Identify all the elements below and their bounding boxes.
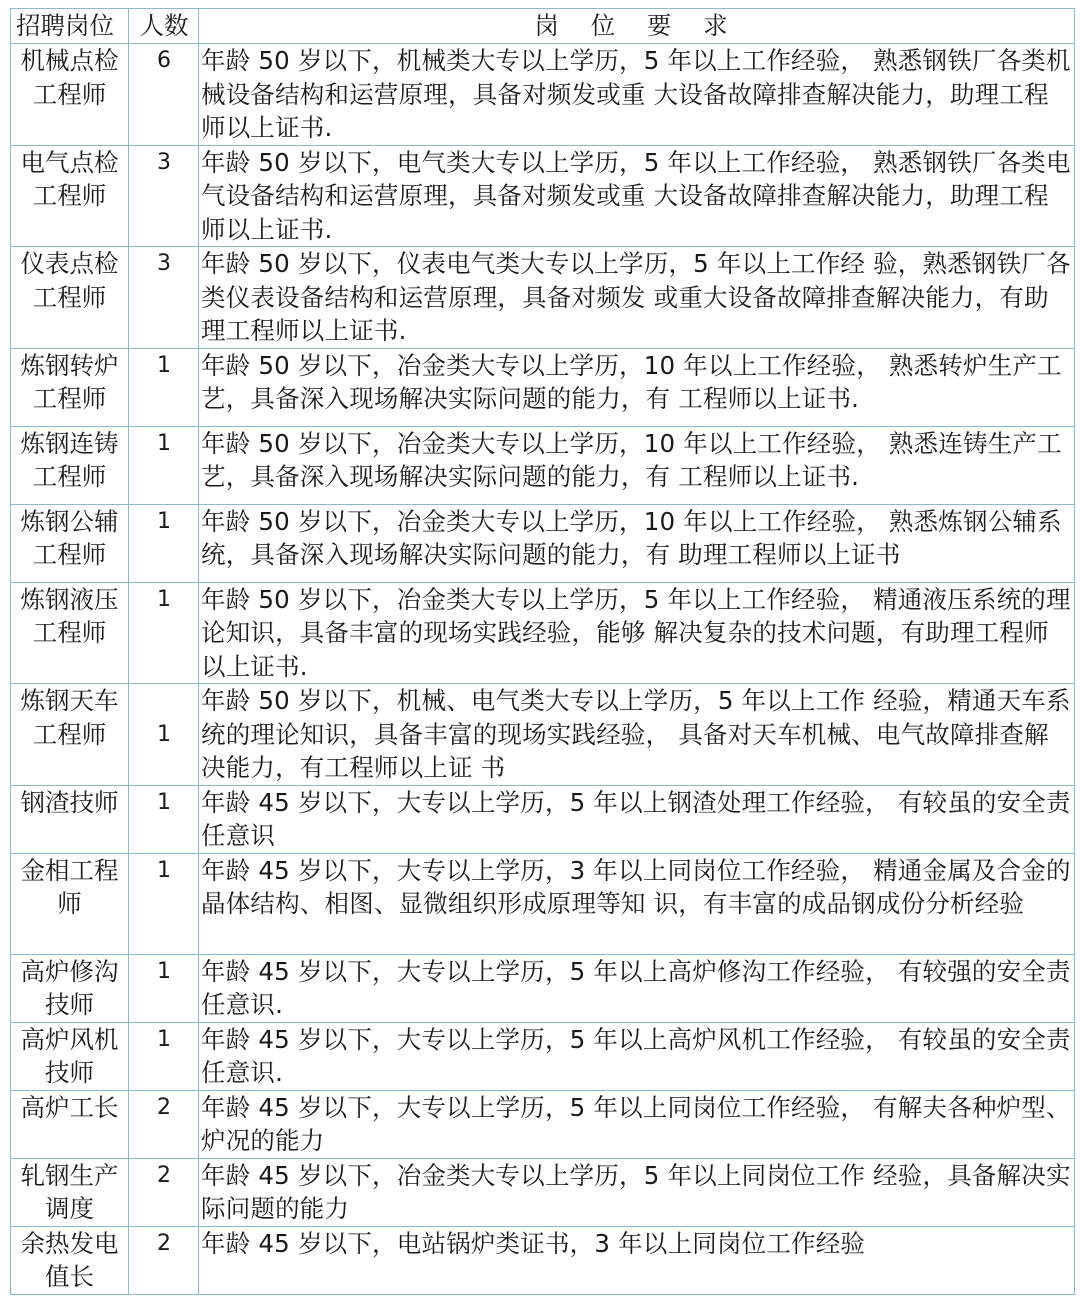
count-cell: 2 [129, 1090, 199, 1158]
position-cell: 炼钢连铸工程师 [11, 426, 129, 504]
position-cell: 高炉修沟技师 [11, 954, 129, 1022]
table-row [11, 582, 1075, 684]
position-cell: 炼钢液压工程师 [11, 582, 129, 684]
table-row [11, 1022, 1075, 1090]
requirements-cell: 年龄 50 岁以下，冶金类大专以上学历，10 年以上工作经验， 熟悉连铸生产工艺，具备深入现场解决实际问题的能力，有 工程师以上证书. [199, 426, 1075, 504]
table-row [11, 504, 1075, 582]
position-cell: 炼钢天车工程师 [11, 684, 129, 786]
table-row [11, 145, 1075, 247]
requirements-cell: 年龄 50 岁以下，机械、电气类大专以上学历，5 年以上工作 经验，精通天车系统的理论知识，具备丰富的现场实践经验， 具备对天车机械、电气故障排查解决能力，有工程师以上证 书 [199, 684, 1075, 786]
table-row [11, 1226, 1075, 1294]
table-row [11, 785, 1075, 853]
header-count: 人数 [129, 9, 199, 44]
table-row [11, 247, 1075, 349]
header-requirements: 岗 位 要 求 [199, 9, 1075, 44]
table-row [11, 853, 1075, 954]
requirements-cell: 年龄 50 岁以下，电气类大专以上学历，5 年以上工作经验， 熟悉钢铁厂各类电气设备结构和运营原理，具备对频发或重 大设备故障排查解决能力，助理工程师以上证书. [199, 145, 1075, 247]
count-cell: 1 [129, 582, 199, 684]
table-row [11, 954, 1075, 1022]
table-row [11, 44, 1075, 146]
position-cell: 高炉工长 [11, 1090, 129, 1158]
count-cell: 2 [129, 1158, 199, 1226]
count-cell: 1 [129, 684, 199, 786]
requirements-cell: 年龄 45 岁以下，大专以上学历，5 年以上高炉风机工作经验， 有较虽的安全责任意识. [199, 1022, 1075, 1090]
count-cell: 1 [129, 785, 199, 853]
count-cell: 2 [129, 1226, 199, 1294]
table-header-row [11, 9, 1075, 44]
requirements-cell: 年龄 45 岁以下，大专以上学历，5 年以上高炉修沟工作经验， 有较强的安全责任意识. [199, 954, 1075, 1022]
count-cell: 3 [129, 145, 199, 247]
recruitment-table [10, 8, 1075, 1295]
position-cell: 高炉风机技师 [11, 1022, 129, 1090]
position-cell: 金相工程师 [11, 853, 129, 954]
requirements-cell: 年龄 50 岁以下，冶金类大专以上学历，10 年以上工作经验， 熟悉转炉生产工艺，具备深入现场解决实际问题的能力，有 工程师以上证书. [199, 348, 1075, 426]
position-cell: 钢渣技师 [11, 785, 129, 853]
count-cell: 1 [129, 1022, 199, 1090]
requirements-cell: 年龄 45 岁以下，大专以上学历，5 年以上同岗位工作经验， 有解夫各种炉型、炉况的能力 [199, 1090, 1075, 1158]
count-cell: 6 [129, 44, 199, 146]
requirements-cell: 年龄 50 岁以下，冶金类大专以上学历，5 年以上工作经验， 精通液压系统的理论知识，具备丰富的现场实践经验，能够 解决复杂的技术问题，有助理工程师以上证书. [199, 582, 1075, 684]
table-row [11, 1158, 1075, 1226]
requirements-cell: 年龄 50 岁以下，冶金类大专以上学历，10 年以上工作经验， 熟悉炼钢公辅系统，具备深入现场解决实际问题的能力，有 助理工程师以上证书 [199, 504, 1075, 582]
table-row [11, 684, 1075, 786]
count-cell: 1 [129, 426, 199, 504]
position-cell: 轧钢生产调度 [11, 1158, 129, 1226]
position-cell: 炼钢转炉工程师 [11, 348, 129, 426]
requirements-cell: 年龄 45 岁以下，大专以上学历，3 年以上同岗位工作经验， 精通金属及合金的晶体结构、相图、显微组织形成原理等知 识，有丰富的成品钢成份分析经验 [199, 853, 1075, 954]
position-cell: 炼钢公辅工程师 [11, 504, 129, 582]
count-cell: 1 [129, 348, 199, 426]
position-cell: 仪表点检工程师 [11, 247, 129, 349]
requirements-cell: 年龄 45 岁以下，大专以上学历，5 年以上钢渣处理工作经验， 有较虽的安全责任意识 [199, 785, 1075, 853]
position-cell: 余热发电值长 [11, 1226, 129, 1294]
count-cell: 1 [129, 954, 199, 1022]
count-cell: 1 [129, 504, 199, 582]
header-position: 招聘岗位 [11, 9, 129, 44]
requirements-cell: 年龄 45 岁以下，电站锅炉类证书，3 年以上同岗位工作经验 [199, 1226, 1075, 1294]
requirements-cell: 年龄 50 岁以下，机械类大专以上学历，5 年以上工作经验， 熟悉钢铁厂各类机械设备结构和运营原理，具备对频发或重 大设备故障排查解决能力，助理工程师以上证书. [199, 44, 1075, 146]
count-cell: 3 [129, 247, 199, 349]
table-row [11, 348, 1075, 426]
count-cell: 1 [129, 853, 199, 954]
table-row [11, 1090, 1075, 1158]
requirements-cell: 年龄 45 岁以下，冶金类大专以上学历，5 年以上同岗位工作 经验，具备解决实际问题的能力 [199, 1158, 1075, 1226]
requirements-cell: 年龄 50 岁以下，仪表电气类大专以上学历，5 年以上工作经 验，熟悉钢铁厂各类仪表设备结构和运营原理，具备对频发 或重大设备故障排查解决能力，有助理工程师以上证书. [199, 247, 1075, 349]
position-cell: 电气点检工程师 [11, 145, 129, 247]
table-row [11, 426, 1075, 504]
position-cell: 机械点检工程师 [11, 44, 129, 146]
